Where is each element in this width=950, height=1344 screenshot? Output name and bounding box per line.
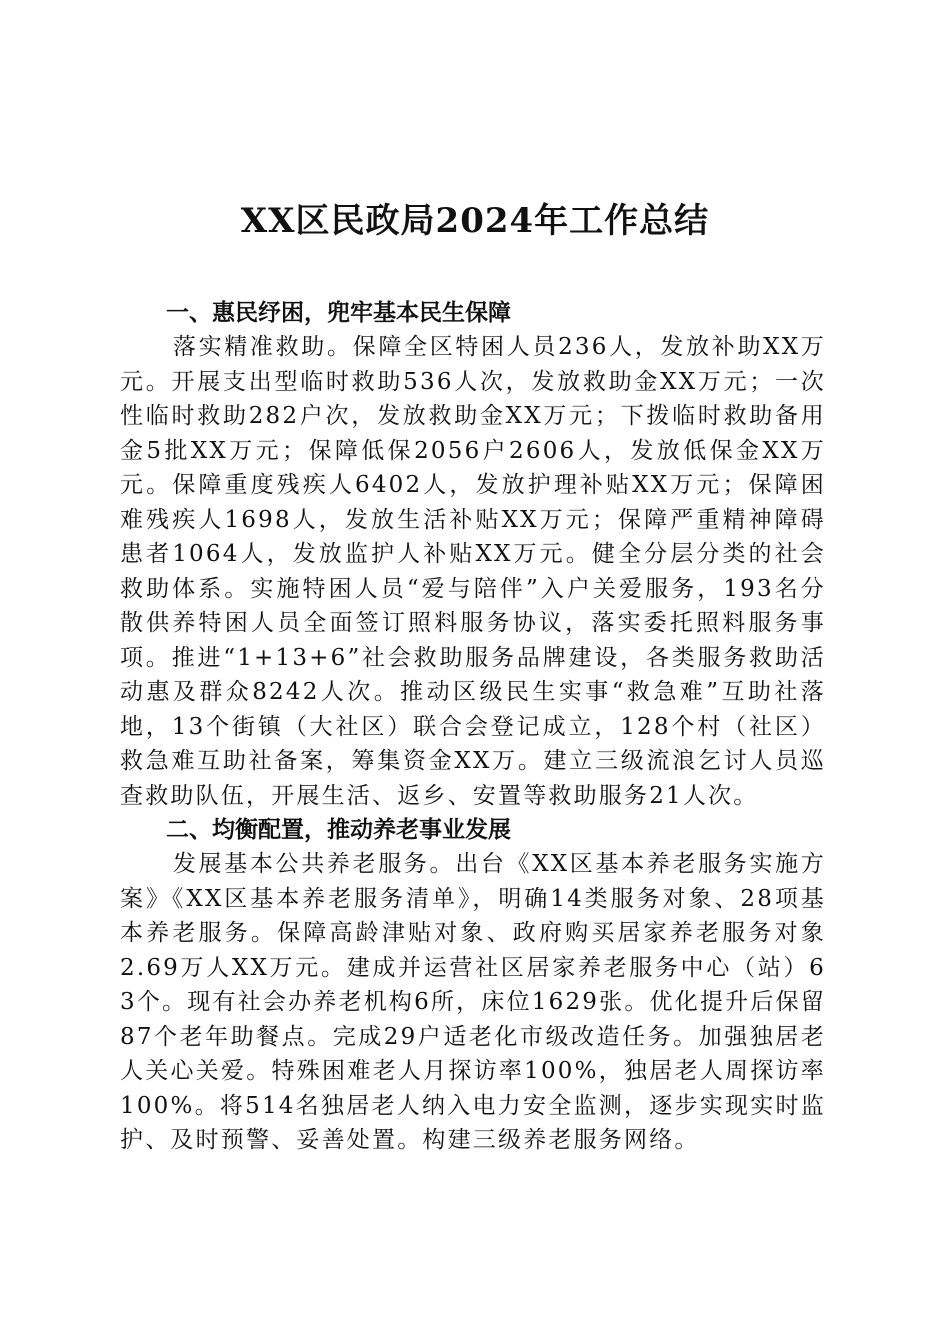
document-title: XX区民政局2024年工作总结 [240, 201, 710, 241]
section-heading-2: 二、均衡配置，推动养老事业发展 [166, 817, 511, 843]
document-body [120, 296, 826, 1158]
section-paragraph-2: 发展基本公共养老服务。出台《XX区基本养老服务实施方案》《XX区基本养老服务清单》，明确14类服务对象、28项基本养老服务。保障高龄津贴对象、政府购买居家养老服务对象2.69万人XX万元。建成并运营社区居家养老服务中心（站）63个。现有社会办养老机构6所，床位1629张。优化提升后保留87个老年助餐点。完成29户适老化市级改造任务。加强独居老人关心关爱。特殊困难老人月探访率100%，独居老人周探访率100%。将514名独居老人纳入电力安全监测，逐步实现实时监护、及时预警、妥善处置。构建三级养老服务网络。 [120, 851, 826, 1153]
section-heading-1: 一、惠民纾困，兜牢基本民生保障 [166, 300, 511, 326]
section-paragraph-1: 落实精准救助。保障全区特困人员236人，发放补助XX万元。开展支出型临时救助536人次，发放救助金XX万元；一次性临时救助282户次，发放救助金XX万元；下拨临时救助备用金5批XX万元；保障低保2056户2606人，发放低保金XX万元。保障重度残疾人6402人，发放护理补贴XX万元；保障困难残疾人1698人，发放生活补贴XX万元；保障严重精神障碍患者1064人，发放监护人补贴XX万元。健全分层分类的社会救助体系。实施特困人员“爱与陪伴”入户关爱服务，193名分散供养特困人员全面签订照料服务协议，落实委托照料服务事项。推进“1+13+6”社会救助服务品牌建设，各类服务救助活动惠及群众8242人次。推动区级民生实事“救急难”互助社落地，13个街镇（大社区）联合会登记成立，128个村（社区）救急难互助社备案，筹集资金XX万。建立三级流浪乞讨人员巡查救助队伍，开展生活、返乡、安置等救助服务21人次。 [120, 334, 826, 809]
